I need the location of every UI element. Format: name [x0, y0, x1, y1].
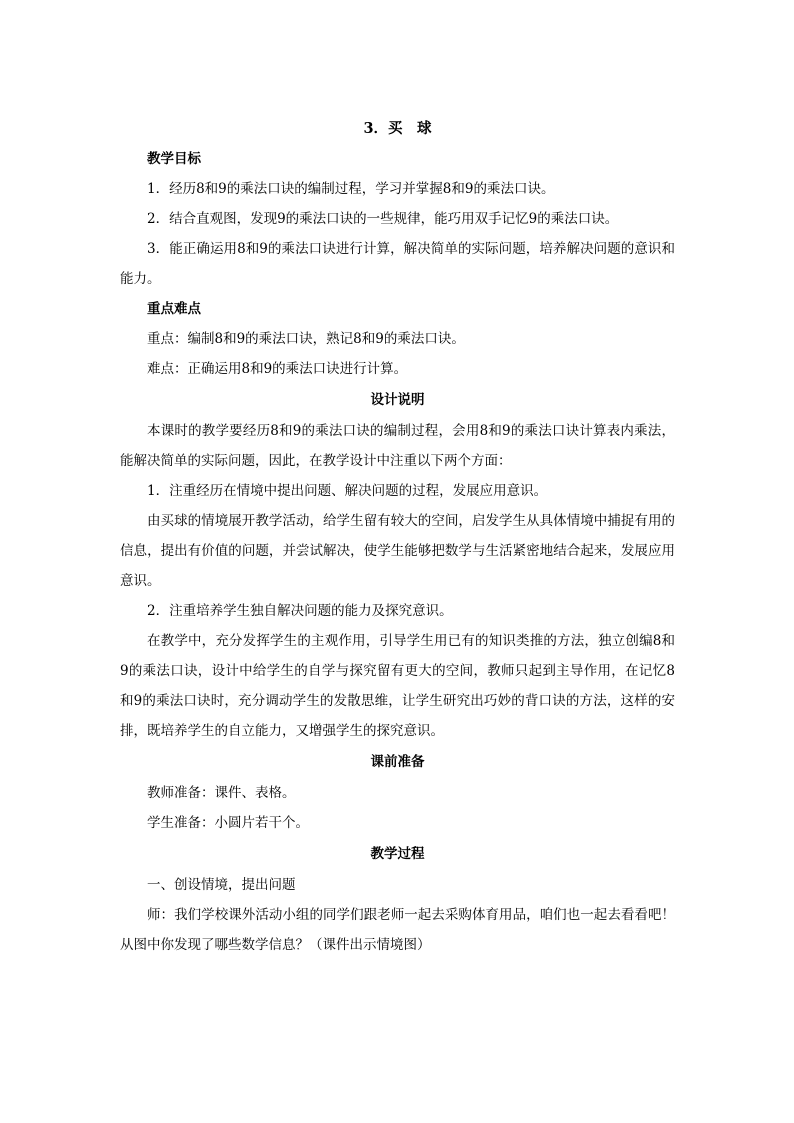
objective-item: 3．能正确运用8和9的乘法口诀进行计算，解决简单的实际问题，培养解决问题的意识和能力。 — [120, 241, 675, 287]
keypoints-heading: 重点难点 — [147, 301, 201, 317]
process-step-1-body: 师：我们学校课外活动小组的同学们跟老师一起去采购体育用品，咱们也一起去看看吧！从图中你发现了哪些数学信息？（课件出示情境图） — [120, 907, 675, 953]
teacher-preparation: 教师准备：课件、表格。 — [147, 785, 296, 801]
student-preparation: 学生准备：小圆片若干个。 — [147, 815, 309, 831]
design-intro: 本课时的教学要经历8和9的乘法口诀的编制过程，会用8和9的乘法口诀计算表内乘法，能解决简单的实际问题，因此，在教学设计中注重以下两个方面： — [120, 423, 675, 469]
design-point-2-body: 在教学中，充分发挥学生的主观作用，引导学生用已有的知识类推的方法，独立创编8和9的乘法口诀，设计中给学生的自学与探究留有更大的空间，教师只起到主导作用，在记忆8和9的乘法口诀时，充分调动学生的发散思维，让学生研究出巧妙的背口诀的方法，这样的安排，既培养学生的自立能力，又增强学生的探究意识。 — [120, 633, 675, 739]
design-heading: 设计说明 — [370, 392, 425, 408]
design-point-1: 1．注重经历在情境中提出问题、解决问题的过程，发展应用意识。 — [147, 483, 548, 499]
objective-item: 2．结合直观图，发现9的乘法口诀的一些规律，能巧用双手记忆9的乘法口诀。 — [147, 211, 619, 227]
objective-item: 1．经历8和9的乘法口诀的编制过程，学习并掌握8和9的乘法口诀。 — [147, 181, 555, 197]
design-point-2: 2．注重培养学生独自解决问题的能力及探究意识。 — [147, 603, 453, 619]
objectives-heading: 教学目标 — [147, 151, 201, 167]
document-content — [120, 114, 675, 960]
preparation-heading: 课前准备 — [370, 754, 425, 770]
process-step-1: 一、创设情境，提出问题 — [147, 877, 296, 893]
difficulty-point: 难点：正确运用8和9的乘法口诀进行计算。 — [147, 361, 408, 377]
process-heading: 教学过程 — [370, 846, 425, 862]
lesson-title: 3．买 球 — [363, 120, 432, 137]
focus-point: 重点：编制8和9的乘法口诀，熟记8和9的乘法口诀。 — [147, 331, 465, 347]
design-point-1-body: 由买球的情境展开教学活动，给学生留有较大的空间，启发学生从具体情境中捕捉有用的信息，提出有价值的问题，并尝试解决，使学生能够把数学与生活紧密地结合起来，发展应用意识。 — [120, 513, 675, 589]
